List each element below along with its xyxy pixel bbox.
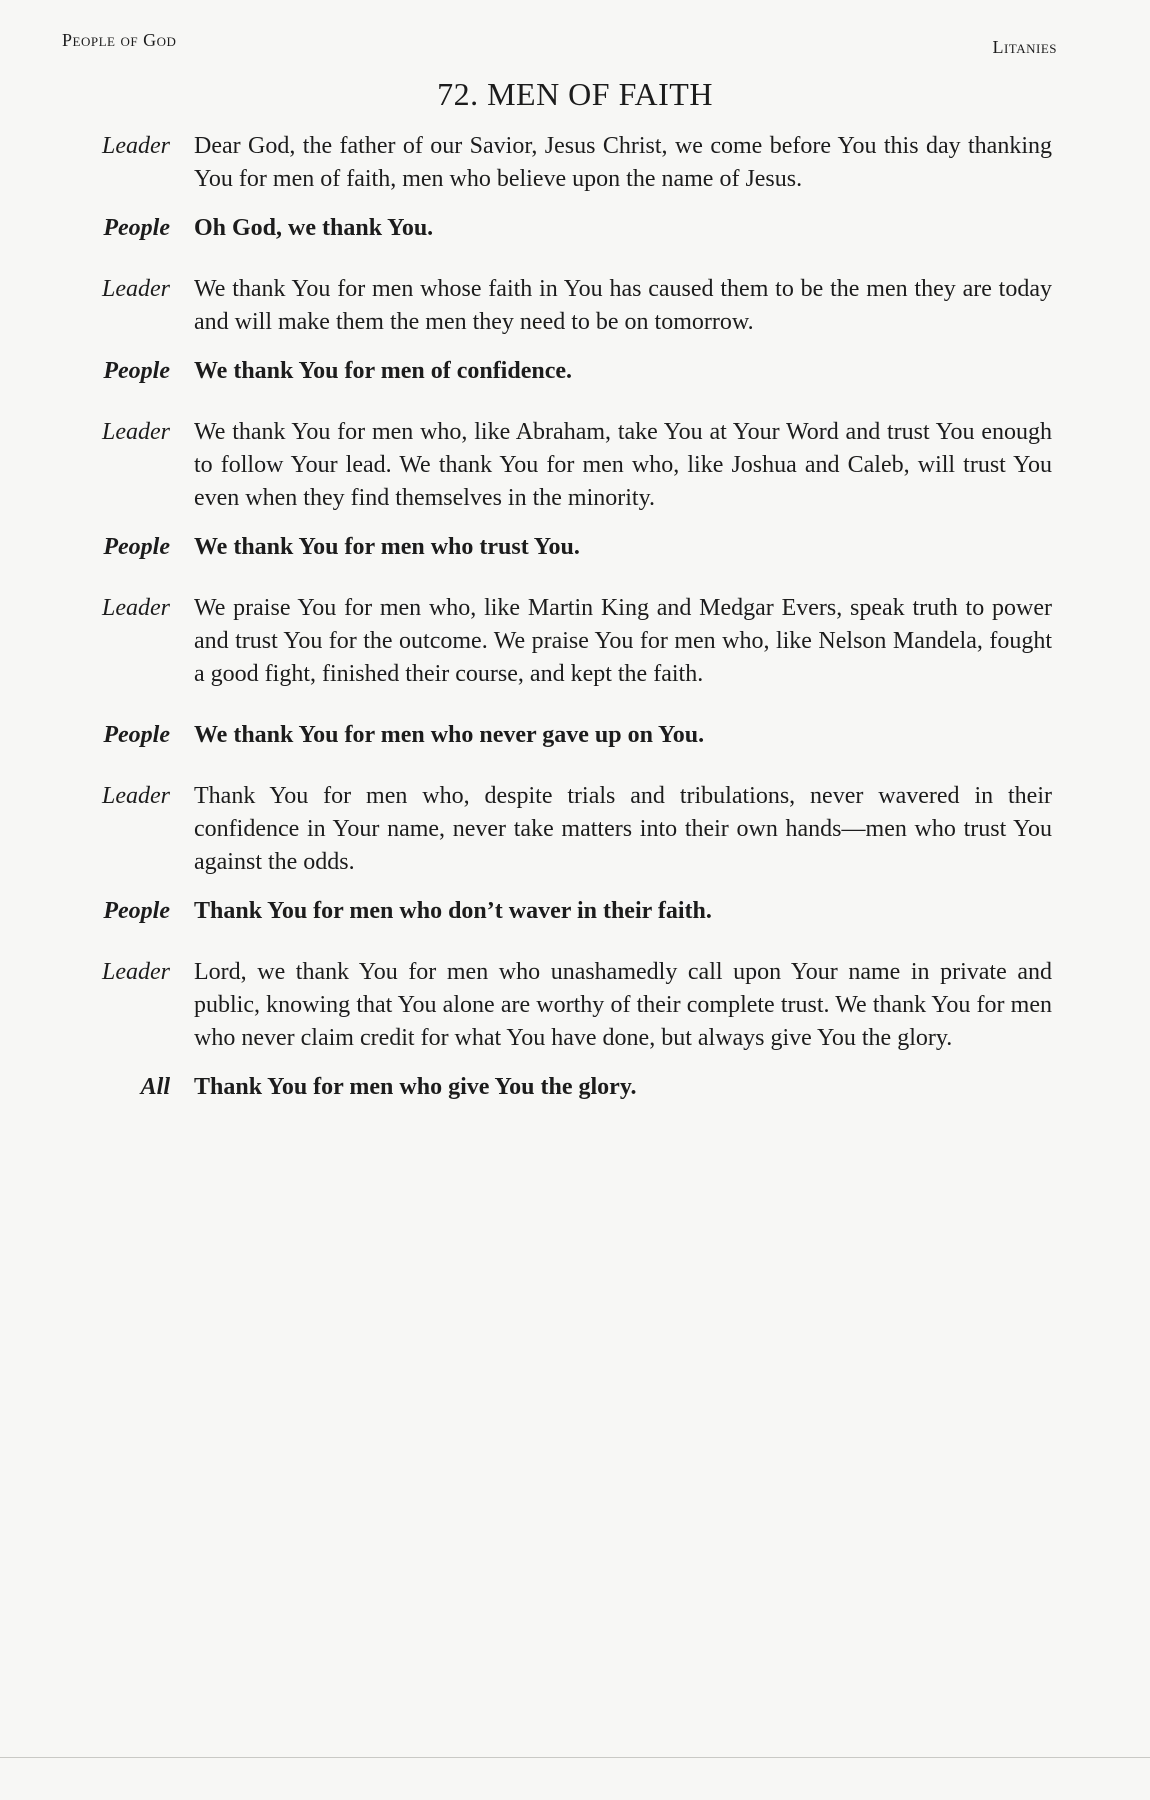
litany-entry-leader bbox=[62, 592, 1052, 691]
litany-entry-all bbox=[62, 1071, 1052, 1104]
litany-entry-people bbox=[62, 355, 1052, 388]
litany-entry-people bbox=[62, 719, 1052, 752]
litany-response: Thank You for men who give You the glory. bbox=[194, 1074, 637, 1100]
speaker-label: People bbox=[103, 534, 170, 560]
litany-text: We thank You for men who, like Abraham, take You at Your Word and trust You enough to follow Your lead. We thank You for men who, like Joshua and Caleb, will trust You even when they find themselves in the minority. bbox=[194, 419, 1052, 511]
speaker-label: People bbox=[103, 215, 170, 241]
litany-entry-people bbox=[62, 531, 1052, 564]
litany-text: Dear God, the father of our Savior, Jesus Christ, we come before You this day thanking You for men of faith, men who believe upon the name of Jesus. bbox=[194, 133, 1052, 192]
litany-entry-leader bbox=[62, 956, 1052, 1055]
litany-text: Lord, we thank You for men who unashamedly call upon Your name in private and public, knowing that You alone are worthy of their complete trust. We thank You for men who never claim credit for what You have done, but always give You the glory. bbox=[194, 959, 1052, 1051]
page-title: 72. MEN OF FAITH bbox=[437, 76, 713, 112]
litany-text: We praise You for men who, like Martin King and Medgar Evers, speak truth to power and trust You for the outcome. We praise You for men who, like Nelson Mandela, fought a good fight, finished their course, and kept the faith. bbox=[194, 595, 1052, 687]
litany-response: Oh God, we thank You. bbox=[194, 215, 434, 241]
litany-entry-leader bbox=[62, 416, 1052, 515]
litany-entry-leader bbox=[62, 130, 1052, 196]
speaker-label: Leader bbox=[102, 276, 170, 302]
litany-response: We thank You for men who trust You. bbox=[194, 534, 580, 560]
litany bbox=[62, 130, 1052, 1104]
speaker-label: Leader bbox=[102, 595, 170, 621]
speaker-label: All bbox=[140, 1074, 170, 1100]
litany-response: We thank You for men of confidence. bbox=[194, 358, 572, 384]
speaker-label: People bbox=[103, 722, 170, 748]
running-header-right: Litanies bbox=[992, 37, 1057, 57]
speaker-label: Leader bbox=[102, 959, 170, 985]
litany-entry-leader bbox=[62, 273, 1052, 339]
litany-text: We thank You for men whose faith in You has caused them to be the men they are today and will make them the men they need to be on tomorrow. bbox=[194, 276, 1052, 335]
litany-entry-leader bbox=[62, 780, 1052, 879]
running-header-left: People of God bbox=[62, 30, 177, 50]
page-edge-rule bbox=[0, 1757, 1150, 1758]
litany-entry-people bbox=[62, 212, 1052, 245]
litany-response: We thank You for men who never gave up on You. bbox=[194, 722, 705, 748]
litany-response: Thank You for men who don’t waver in their faith. bbox=[194, 898, 712, 924]
speaker-label: Leader bbox=[102, 419, 170, 445]
speaker-label: Leader bbox=[102, 783, 170, 809]
speaker-label: People bbox=[103, 898, 170, 924]
litany-entry-people bbox=[62, 895, 1052, 928]
speaker-label: Leader bbox=[102, 133, 170, 159]
litany-text: Thank You for men who, despite trials and tribulations, never wavered in their confidence in Your name, never take matters into their own hands—men who trust You against the odds. bbox=[194, 783, 1052, 875]
speaker-label: People bbox=[103, 358, 170, 384]
